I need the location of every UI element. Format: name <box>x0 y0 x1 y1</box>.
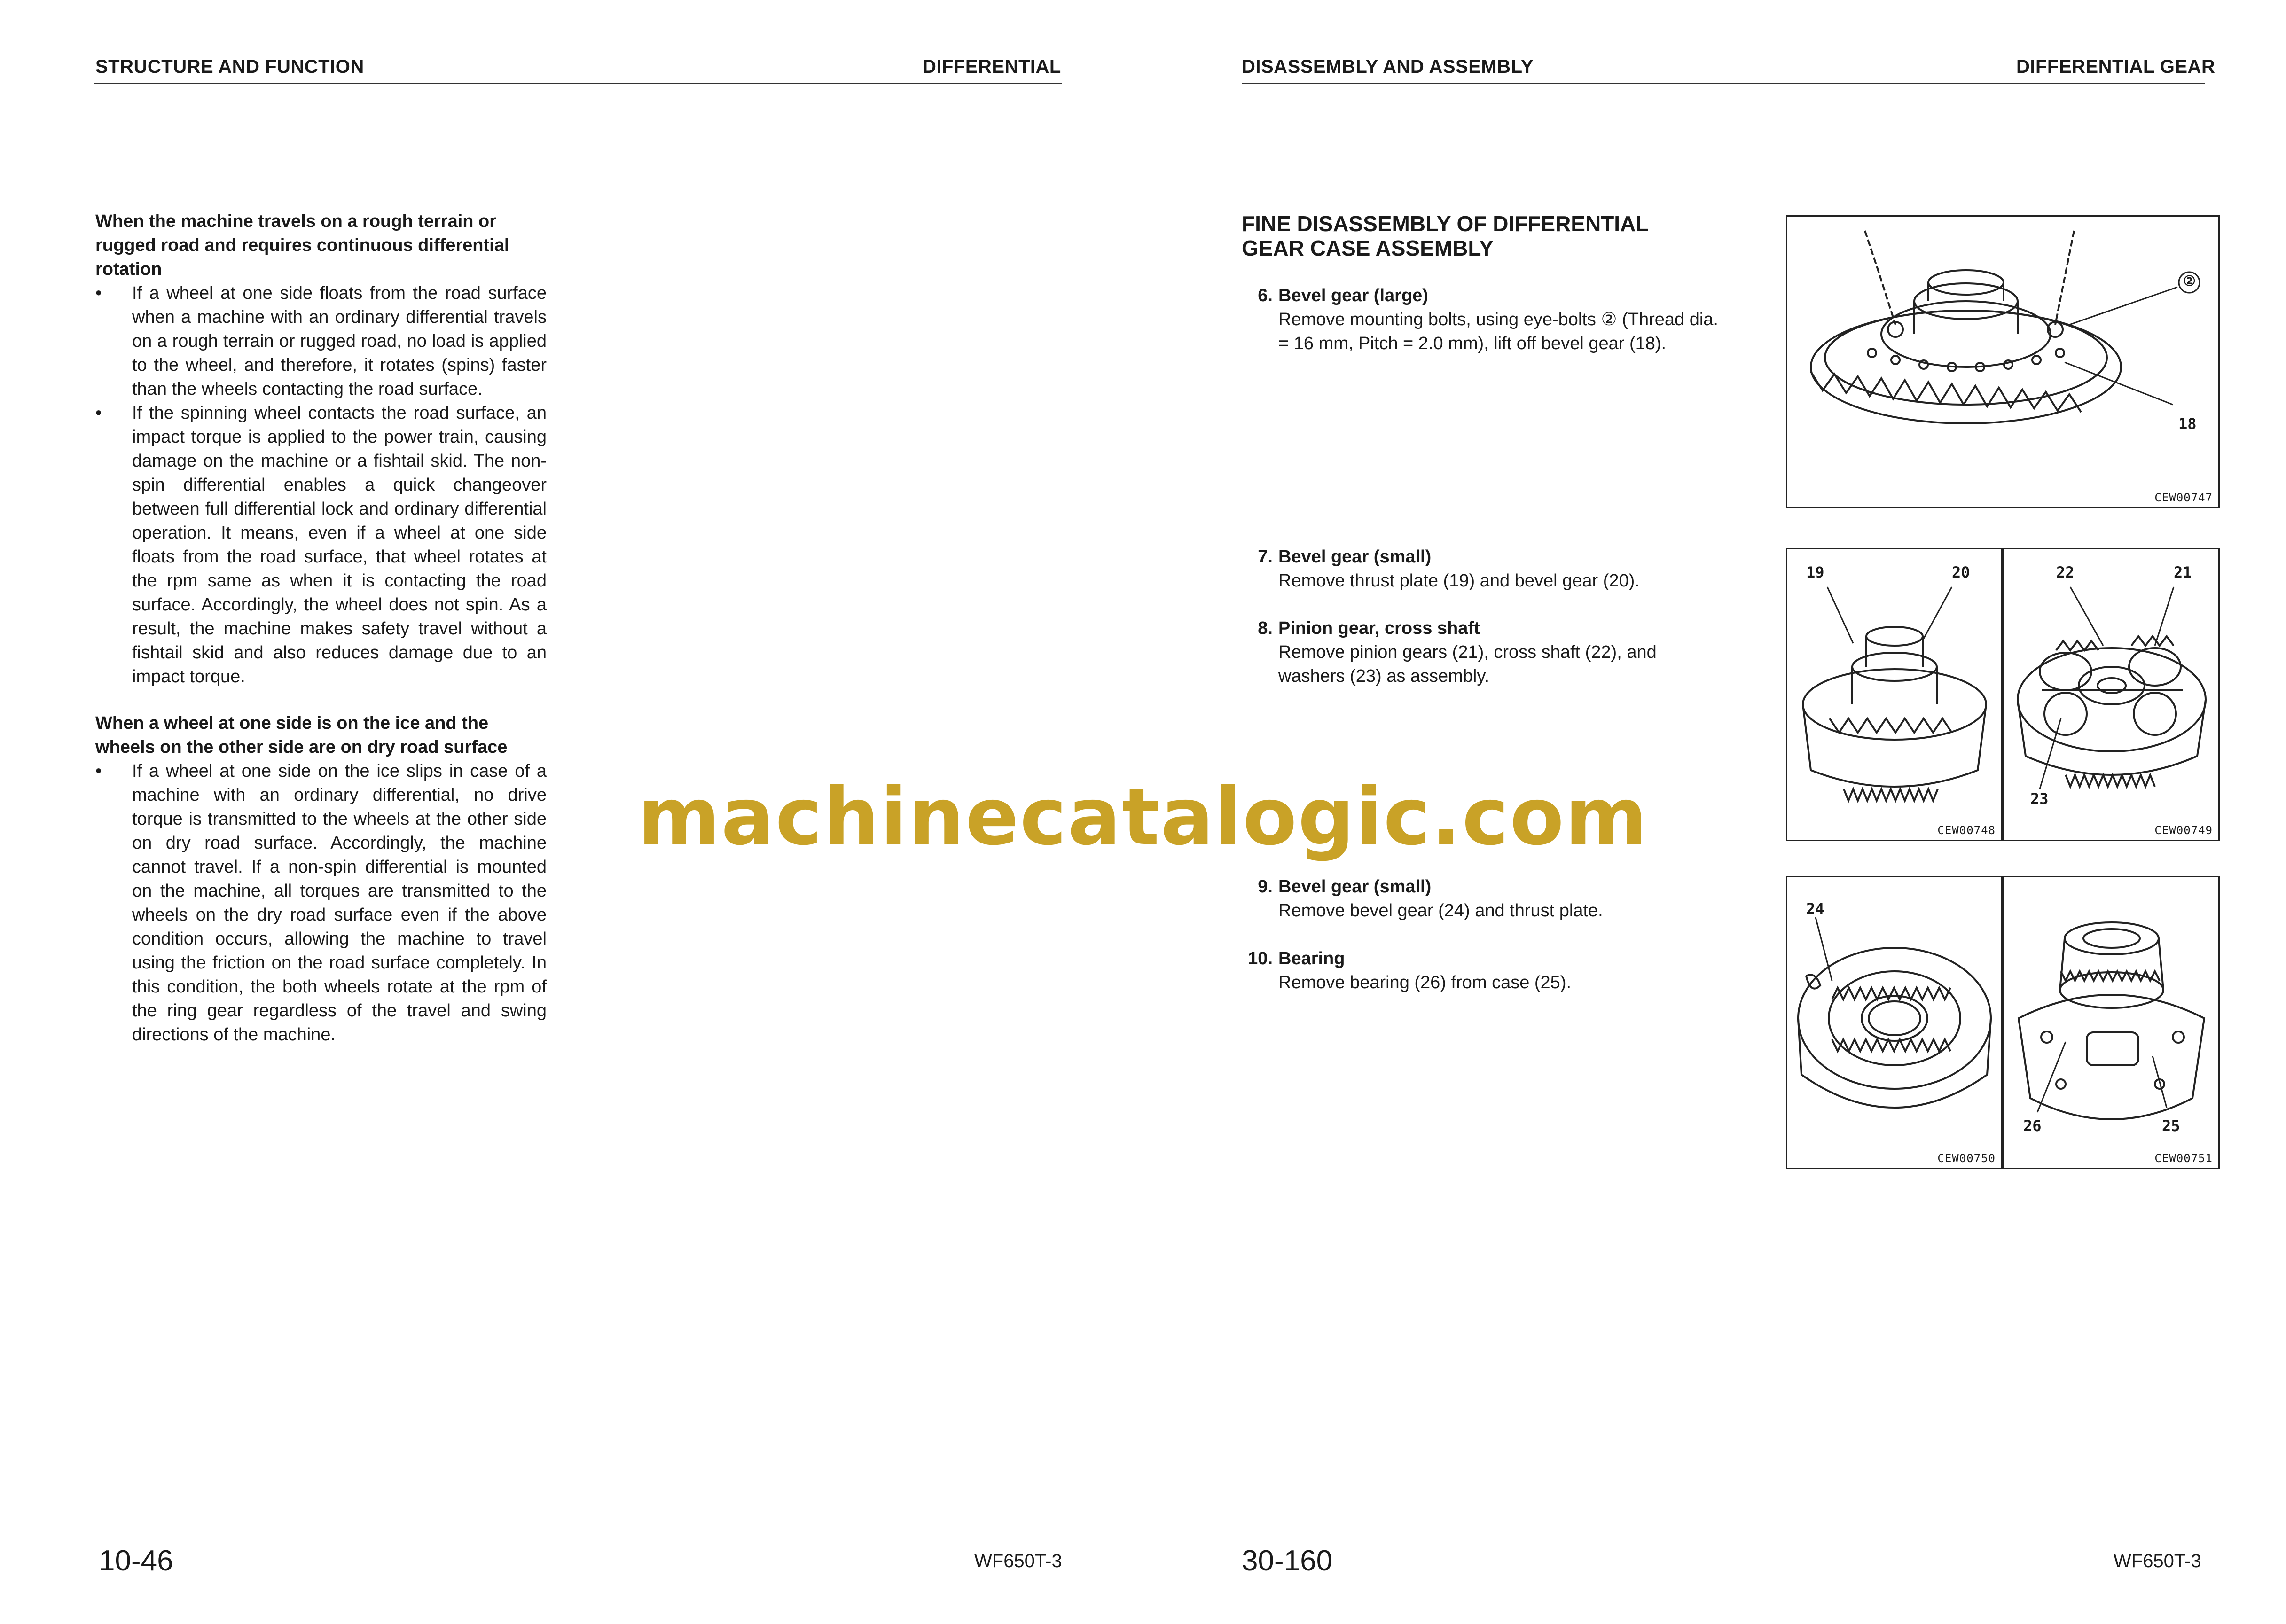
procedure-title <box>1242 211 1712 260</box>
step-9 <box>1242 875 1721 923</box>
left-header-section: STRUCTURE AND FUNCTION <box>95 56 364 77</box>
figure-bearing-case <box>2003 876 2220 1169</box>
callout-25: 25 <box>2162 1117 2180 1135</box>
section-heading-ice: When a wheel at one side is on the ice and the wheels on the other side are on dry road surface <box>95 713 508 757</box>
callout-23: 23 <box>2030 790 2049 808</box>
step-number: 6. <box>1258 286 1273 305</box>
step-6 <box>1242 284 1721 356</box>
step-title: Bevel gear (small) <box>1278 877 1432 897</box>
figure-code: CEW00748 <box>1937 824 1996 837</box>
step-text: Remove bevel gear (24) and thrust plate. <box>1278 901 1603 921</box>
left-header-topic: DIFFERENTIAL <box>923 56 1061 77</box>
step-text: Remove thrust plate (19) and bevel gear (20). <box>1278 571 1640 591</box>
figure-code: CEW00747 <box>2154 491 2213 504</box>
step-8 <box>1242 617 1721 688</box>
right-model-code: WF650T-3 <box>2114 1551 2201 1571</box>
step-text: Remove bearing (26) from case (25). <box>1278 973 1572 992</box>
right-header-section: DISASSEMBLY AND ASSEMBLY <box>1242 56 1534 77</box>
callout-22: 22 <box>2056 563 2075 581</box>
step-number: 9. <box>1258 877 1273 897</box>
list-item: • If a wheel at one side floats from the road surface when a machine with an ordinary differential travels on a rough terrain or rugged road, no load is applied to the wheel, and therefore, it rotates (spins) faster than the wheels contacting the road surface. <box>95 281 547 401</box>
step-title: Bevel gear (large) <box>1278 286 1428 305</box>
left-body <box>95 210 547 1070</box>
step-text: Remove pinion gears (21), cross shaft (22), and washers (23) as assembly. <box>1278 642 1657 686</box>
procedure-title-line1: FINE DISASSEMBLY OF DIFFERENTIAL <box>1242 211 1649 236</box>
callout-eye-bolt: ② <box>2183 273 2196 289</box>
figure-bevel-gear-large <box>1786 215 2220 508</box>
right-page-number: 30-160 <box>1242 1545 1333 1577</box>
right-header-topic: DIFFERENTIAL GEAR <box>2016 56 2216 77</box>
callout-20: 20 <box>1952 563 1970 581</box>
callout-21: 21 <box>2174 563 2192 581</box>
step-number: 8. <box>1258 618 1273 638</box>
step-7 <box>1242 545 1721 593</box>
step-number: 10. <box>1248 949 1273 968</box>
step-title: Pinion gear, cross shaft <box>1278 618 1480 638</box>
callout-24: 24 <box>1806 900 1824 918</box>
step-text: Remove mounting bolts, using eye-bolts ② (Thread dia. = 16 mm, Pitch = 2.0 mm), lift off bevel gear (18). <box>1278 310 1718 353</box>
callout-19: 19 <box>1806 563 1824 581</box>
step-title: Bevel gear (small) <box>1278 547 1432 567</box>
callout-26: 26 <box>2023 1117 2042 1135</box>
figure-code: CEW00751 <box>2154 1152 2213 1165</box>
step-title: Bearing <box>1278 949 1345 968</box>
list-item: • If the spinning wheel contacts the road surface, an impact torque is applied to the power train, causing damage on the machine or a fishtail skid. The non-spin differential enables a quick changeover between full differential lock and ordinary differential operation. It means, even if a wheel at one side floats from the road surface, that wheel rotates at the rpm same as when it is contacting the road surface. Accordingly, the wheel does not spin. As a result, the machine makes safety travel without a fishtail skid and also reduces damage due to an impact torque. <box>95 401 547 689</box>
callout-18: 18 <box>2178 415 2197 433</box>
left-page-number: 10-46 <box>99 1545 173 1577</box>
figure-bevel-gear-small-case <box>1786 876 2003 1169</box>
left-model-code: WF650T-3 <box>974 1551 1062 1571</box>
step-number: 7. <box>1258 547 1273 567</box>
right-header-rule <box>1242 83 2205 84</box>
watermark: machinecatalogic.com <box>638 771 1648 863</box>
figure-code: CEW00749 <box>2154 824 2213 837</box>
step-10 <box>1242 947 1721 995</box>
bevel-gear-large-illustration <box>1787 217 2218 507</box>
case-bevel-gear-illustration <box>1787 877 2001 1168</box>
left-header-rule <box>94 83 1062 84</box>
figure-code: CEW00750 <box>1937 1152 1996 1165</box>
section-heading-rough-terrain: When the machine travels on a rough terrain or rugged road and requires continuous differential rotation <box>95 211 509 279</box>
procedure-title-line2: GEAR CASE ASSEMBLY <box>1242 236 1494 260</box>
bullet-list-rough-terrain <box>95 281 547 689</box>
list-item: • If a wheel at one side on the ice slips in case of a machine with an ordinary differential, no drive torque is transmitted to the wheels at the other side on dry road surface. Accordingly, the machine cannot travel. If a non-spin differential is mounted on the machine, all torques are transmitted to the wheels on the dry road surface even if the above condition occurs, allowing the machine to travel using the friction on the road surface completely. In this condition, the both wheels rotate at the rpm of the ring gear regardless of the travel and swing directions of the machine. <box>95 759 547 1047</box>
